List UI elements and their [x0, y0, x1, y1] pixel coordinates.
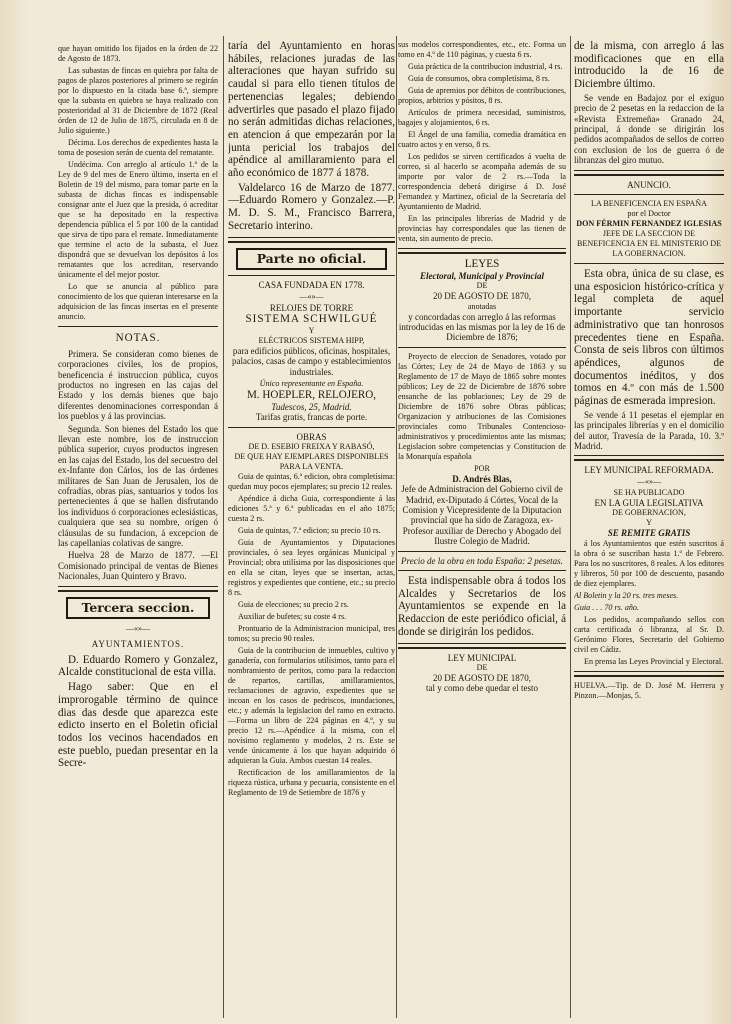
heading: OBRAS: [296, 431, 327, 442]
paragraph: y concordadas con arreglo á las reformas introducidas en las mismas por la ley de 16 de Diciembre de 1876;: [398, 311, 566, 343]
paragraph: Décima. Los derechos de expedientes hasta la toma de posesion serán de cuenta del rematante.: [58, 138, 218, 157]
ornament: —«»—: [126, 624, 150, 634]
divider: [228, 237, 395, 243]
text: ELÉCTRICOS SISTEMA HIPP,: [258, 335, 365, 345]
heading: 20 DE AGOSTO DE 1870,: [432, 291, 532, 302]
paragraph: para edificios públicos, oficinas, hospitales, palacios, casas de campo y establecimientos industriales.: [232, 345, 391, 377]
section-title: Parte no oficial.: [236, 248, 387, 271]
paragraph: Se vende en Badajoz por el exiguo precio de 2 pesetas en la redaccion de la «Revista Extremeña» Granado 24, principal, á donde se dirigirán los pedidos acompañados de sellos de correo con exclusion de los de guerra ó de libranzas del giro mutuo.: [574, 92, 724, 166]
column-1: [58, 44, 218, 772]
paragraph: El Ángel de una familia, comedia dramática en cuatro actos y en verso, 8 rs.: [398, 130, 566, 149]
paragraph: Valdelarco 16 de Marzo de 1877.—Eduardo Romero y Gonzalez.—P. M. D. S. M., Francisco Barrera, Secretario interino.: [228, 181, 395, 232]
paragraph: Los pedidos, acompañando sellos con carta certificada ó libranza, al Sr. D. Gerónimo Flores, Secretario del Gobierno civil en Cádiz.: [574, 614, 724, 654]
heading: ANUNCIO.: [627, 179, 671, 190]
paragraph: Hago saber: Que en el improrogable término de quince dias das desde que aparezca este edicto inserto en el Boletin oficial todos los vecinos hacendados en este pueblo, puedan presentar en la Secre-: [58, 681, 218, 770]
text: POR: [474, 463, 490, 473]
text: DE GOBERNACION,: [612, 508, 686, 518]
paragraph: Prontuario de la Administracion municipal, tres tomos; su precio 90 reales.: [228, 623, 395, 643]
paragraph: Se vende á 11 pesetas el ejemplar en las principales librerías y en el domicilio del autor, Travesía de la Parada, 10. 3.º Madrid.: [574, 409, 724, 452]
paragraph: Guia de quintas, 7.ª edicion; su precio 10 rs.: [238, 525, 381, 535]
author-name: D. Andrés Blas,: [452, 473, 512, 484]
paragraph: taría del Ayuntamiento en horas hábiles, relaciones juradas de las alteraciones que hayan sufrido su caudal si para ello tienen títulos de pertenencias legales; debiendo advertirles que pasado el plazo fijado no serán admitidas dichas relaciones, en atencion á que empezarán por la junta pericial los trabajos del apéndice al amillaramiento para el año económico de 1877 á 1878.: [228, 40, 395, 180]
paragraph: Rectificacion de los amillaramientos de la riqueza rústica, urbana y pecuaria, consistente en el Reglamento de 19 de Setiembre de 1876 y: [228, 767, 395, 797]
paragraph: D. Eduardo Romero y Gonzalez, Alcalde constitucional de esta villa.: [58, 653, 218, 679]
divider: [574, 671, 724, 677]
column-divider: [396, 36, 397, 1018]
column-4: [574, 40, 724, 703]
paragraph: JEFE DE LA SECCION DE BENEFICENCIA EN EL MINISTERIO DE LA GOBERNACION.: [576, 229, 722, 259]
heading: LA BENEFICENCIA EN ESPAÑA: [591, 199, 707, 209]
paragraph: sus modelos correspondientes, etc., etc. Forma un tomo en 4.º de 110 páginas, y cuesta 6 rs.: [398, 40, 566, 59]
heading: LEY MUNICIPAL: [447, 652, 517, 663]
divider: [58, 326, 218, 327]
divider: [574, 194, 724, 195]
paragraph: En las principales librerías de Madrid y de provincias hay correspondales que las tienen de venta, sin aumento de precio.: [398, 214, 566, 243]
paragraph: Esta obra, única de su clase, es una esposicion histórico-crítica y legal completa de aquel importante servicio administrativo que tan honrosos precedentes tiene en España. Consta de seis libros con últimos apéndices, algunos de documentos inéditos, y dos tomos en 4.º con más de 1.500 páginas de esmerada impresion.: [574, 268, 724, 408]
heading: 20 DE AGOSTO DE 1870,: [432, 672, 532, 683]
paragraph: á los Ayuntamientos que estén suscritos á la obra ó se suscriban hasta 1.º de Febrero. Para los no suscritores, 8 reales. A los editores y libreros, 50 por 100 de descuento, pasando de diez ejemplares.: [574, 538, 724, 588]
divider: [58, 586, 218, 592]
paragraph: tal y como debe quedar el testo: [426, 683, 538, 694]
divider: [398, 551, 566, 552]
text: anotadas: [467, 301, 497, 311]
paragraph: Jefe de Administracion del Gobierno civil de Madrid, ex-Diputado á Córtes, Vocal de la Comision y Vicepresidente de la Diputacion provincial que ha sido de Zaragoza, ex-Profesor auxiliar de Derecho y Abogado del Ilustre Colegio de Madrid.: [401, 484, 563, 547]
ornament: —«»—: [637, 476, 661, 486]
divider: [228, 275, 395, 276]
notas-heading: NOTAS.: [115, 332, 161, 344]
heading: LEY MUNICIPAL REFORMADA.: [584, 465, 714, 476]
column-divider: [570, 36, 571, 1018]
imprint: HUELVA.—Tip. de D. José M. Herrera y Pinzon.—Monjas, 5.: [574, 680, 724, 700]
divider: [574, 170, 724, 176]
divider: [398, 248, 566, 254]
divider: [398, 643, 566, 649]
paragraph: Proyecto de eleccion de Senadores, votado por las Córtes; Ley de 24 de Mayo de 1863 y su Reglamento de 17 de Mayo de 1865 sobre montes públicos; Ley de 22 de Diciembre de 1876 sobre ensanche de las poblaciones; Ley de 29 de Diciembre de 1876 sobre Obras públicas; Organizacion y atribuciones de las Comisiones provinciales como Tribunales Contencioso-administrativos y procedimientos ante las mismas; Legislacion sobre competencias y Constitucion de la Monarquía española: [398, 351, 566, 461]
paragraph: Lo que se anuncia al público para conocimiento de los que quieran interesarse en la adquisicion de las fincas insertas en el presente anuncio.: [58, 282, 218, 321]
text: SE HA PUBLICADO: [613, 487, 685, 497]
column-2: [228, 40, 395, 800]
divider: [574, 455, 724, 461]
paragraph: Esta indispensable obra á todos los Alcaldes y Secretarios de los Ayuntamientos se expende en la Redaccion de este periódico oficial, á donde se dirigirán los pedidos.: [398, 574, 566, 638]
text: Tarifas gratis, francas de porte.: [255, 412, 368, 423]
divider: [574, 263, 724, 264]
paragraph: Guia de Ayuntamientos y Diputaciones provinciales, ó sea leyes orgánicas Municipal y Provincial; obra utilísima por las disposiciones que en ella se citan, leyes que se insertan, actas, registros y expedientes que contiene, etc.; su precio 8 rs.: [228, 537, 395, 597]
heading: LEYES: [464, 258, 500, 270]
paragraph: Guia de la contribucion de inmuebles, cultivo y ganadería, con formularios utilísimos, tanto para el nombramiento de peritos, como para la redaccion de repartos, cartillas, amillaramientos, reclamaciones de agravio, expedientes que se incoan en los casos de pedriscos, inundaciones, etc.; y además la legislacion del ramo en extracto.—Forma un libro de 224 páginas en 4.º, y su precio 12 rs.—Apéndice á la misma, con el novísimo reglamento y modelos, 2 rs. Este se vende únicamente á los que hayan adquirido ó adquieran la Guia. Ambos cuestan 14 reales.: [228, 645, 395, 765]
heading: EN LA GUIA LEGISLATIVA: [594, 497, 704, 508]
paragraph: Guia de quintas, 6.ª edicion, obra completísima: quedan muy pocos ejemplares; su precio 12 reales.: [228, 471, 395, 491]
text: Tudescos, 25, Madrid.: [271, 401, 352, 412]
heading: DE D. ESEBIO FREIXA Y RABASÓ,: [248, 441, 375, 451]
paragraph: Guia de apremios por débitos de contribuciones, propios, arbitrios y pósitos, 8 rs.: [398, 86, 566, 105]
price-line: Al Boletin y la 20 rs. tres meses.: [574, 590, 679, 600]
text: DE: [476, 281, 488, 291]
heading: Electoral, Municipal y Provincial: [420, 270, 544, 281]
paragraph: Artículos de primera necesidad, suministros, bagajes y alojamientos, 6 rs.: [398, 108, 566, 127]
heading: CASA FUNDADA EN 1778.: [258, 280, 365, 291]
paragraph: Guia de consumos, obra completísima, 8 rs.: [408, 74, 550, 83]
paragraph: Segunda. Son bienes del Estado los que llevan este nombre, los de instruccion pública superior, cuyos productos ingresen en las cajas del Estado, los del secuestro del ex-Infante don Cárlos, los de las órdenes militares de San Juan de Jerusalen, los de cofradías, obras pías, santuarios y todos los pertenecientes á que se hallen disfrutando los individuos ó corporaciones eclesiásticas, cualquiera que sea su nombre, orígen ó cláusulas de su fundacion, á excepcion de las capellanías colativas de sangre.: [58, 423, 218, 549]
text: Único representante en España.: [259, 378, 364, 388]
ayuntamientos-heading: AYUNTAMIENTOS.: [91, 639, 185, 650]
paragraph: Guia práctica de la contribucion industrial, 4 rs.: [408, 62, 563, 71]
divider: [398, 570, 566, 571]
paragraph: Auxiliar de bufetes; su coste 4 rs.: [238, 611, 347, 621]
text: Y: [308, 325, 315, 335]
paragraph: Los pedidos se sirven certificados á vuelta de correo, si al hacerlo se acompaña además de su importe por valor de 2 rs.—Toda la correspondencia deberá dirigirse á D. José Fernandez y Martinez, oficial de la Secretaría del Ayuntamiento de Madrid.: [398, 152, 566, 211]
paragraph: Primera. Se consideran como bienes de corporaciones civiles, los de propios, beneficencia é instruccion pública, cuyos productos no ingresen en las cajas del Estado y los demás bienes que bajo diferentes denominaciones correspondan á los pueblos y á las provincias.: [58, 348, 218, 422]
text: por el Doctor: [627, 209, 671, 219]
paragraph: que hayan omitido los fijados en la órden de 22 de Agosto de 1873.: [58, 44, 218, 63]
price-line: Guia . . . 70 rs. año.: [574, 602, 639, 612]
paragraph: Las subastas de fincas en quiebra por falta de pagos de plazos posteriores al primero se regirán por lo dispuesto en la citada base 6.ª, siempre que la subasta en quiebra se haya realizado con posterioridad al 31 de Diciembre de 1872 (Real órden de 12 de Julio de 1875, circulada en 8 de Julio siguiente.): [58, 66, 218, 135]
heading: SISTEMA SCHWILGUÉ: [245, 313, 378, 326]
text: DE: [476, 662, 488, 672]
column-divider: [223, 36, 224, 1018]
author-name: DON FÉRMIN FERNANDEZ IGLESIAS: [576, 219, 722, 229]
column-3: [398, 40, 566, 696]
paragraph: Precio de la obra en toda España: 2 pesetas.: [401, 555, 563, 566]
paragraph: Undécima. Con arreglo al artículo 1.º de la Ley de 9 del mes de Enero último, inserta en el Boletin de 19 del mismo, para tomar parte en la subasta de dichas fincas es indispensable consignar ante el Juez que la presida, ó acreditar que se ha depositado en la respectiva dependencia pública el 5 por 100 de la cantidad que sirva de tipo para el remate. Inmediatamente que termine el acto de la subasta, el Juez dispondrá que se devuelvan los depósitos á los rematantes que los acreditan, reservando únicamente el del mejor postor.: [58, 160, 218, 279]
heading: RELOJES DE TORRE: [269, 302, 354, 313]
divider: [398, 347, 566, 348]
paragraph: Guia de elecciones; su precio 2 rs.: [238, 599, 349, 609]
divider: [228, 427, 395, 428]
heading: DE QUE HAY EJEMPLARES DISPONIBLES PARA LA VENTA.: [234, 451, 389, 471]
section-title: Tercera seccion.: [66, 597, 210, 620]
paragraph: En prensa las Leyes Provincial y Electoral.: [584, 656, 724, 666]
text: M. HOEPLER, RELOJERO,: [246, 388, 377, 401]
paragraph: Huelva 28 de Marzo de 1877. —El Comisionado principal de ventas de Bienes Nacionales, Juan Quintero y Bravo.: [58, 550, 218, 582]
paragraph: Apéndice á dicha Guia, correspondiente á las ediciones 5.ª y 6.ª publicadas en el año 1875; cuesta 2 rs.: [228, 493, 395, 523]
heading: SE REMITE GRATIS: [607, 528, 691, 539]
text: Y: [646, 518, 652, 528]
ornament: —«»—: [299, 291, 324, 301]
paragraph: de la misma, con arreglo á las modificaciones que en ella introducido la de 16 de Diciembre último.: [574, 40, 724, 91]
